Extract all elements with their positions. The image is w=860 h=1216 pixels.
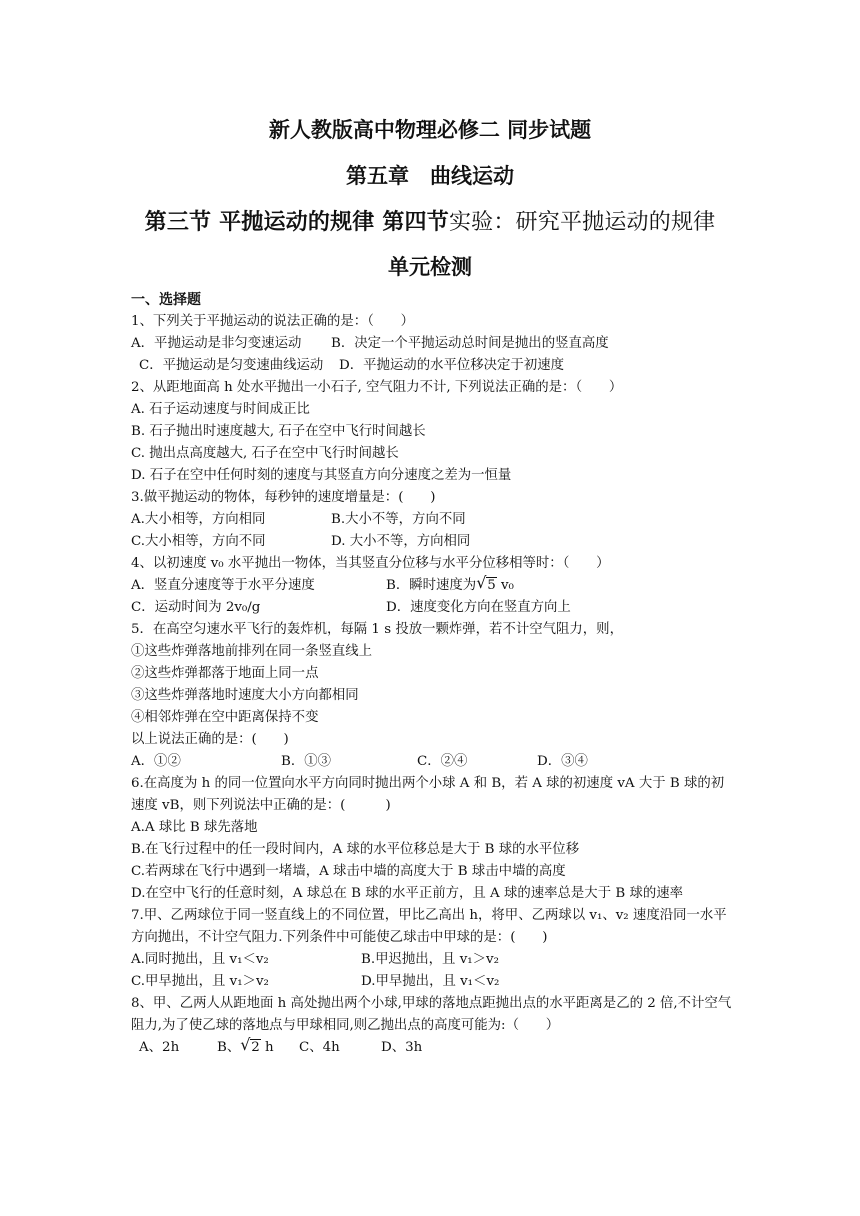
q3-options-cd xyxy=(131,531,736,553)
q2-option-d: D. 石子在空中任何时刻的速度与其竖直方向分速度之差为一恒量 xyxy=(131,468,512,483)
section-title-normal: 实验：研究平抛运动的规律 xyxy=(448,210,716,235)
q3-option-b: B.大小不等，方向不同 xyxy=(331,512,466,527)
chapter-title: 第五章 曲线运动 xyxy=(346,164,514,188)
q5-option-a: A．①② xyxy=(131,754,181,769)
q7-options-ab xyxy=(131,949,736,971)
q6-option-d: D.在空中飞行的任意时刻，A 球总在 B 球的水平正前方，且 A 球的速率总是大于 B 球的速率 xyxy=(131,886,684,901)
q1-option-c: C．平抛运动是匀变速曲线运动 xyxy=(139,358,324,373)
q4-option-d: D．速度变化方向在竖直方向上 xyxy=(386,600,571,615)
q3-options-ab xyxy=(131,509,736,531)
q5-stem: 5．在高空匀速水平飞行的轰炸机，每隔 1 s 投放一颗炸弹，若不计空气阻力，则， xyxy=(131,622,623,637)
q3-option-c: C.大小相等，方向不同 xyxy=(131,534,266,549)
q7-option-b: B.甲迟抛出，且 v₁＞v₂ xyxy=(361,952,499,967)
q1-options-cd xyxy=(131,355,736,377)
q3-stem: 3.做平抛运动的物体，每秒钟的速度增量是：( ) xyxy=(131,490,436,505)
q4-option-c: C．运动时间为 2v₀/g xyxy=(131,600,261,615)
q5-statement-1: ①这些炸弹落地前排列在同一条竖直线上 xyxy=(131,644,373,659)
q1-stem: 1、下列关于平抛运动的说法正确的是：（ ） xyxy=(131,314,415,329)
q4-options-ab xyxy=(131,575,736,597)
q2-option-c: C. 抛出点高度越大, 石子在空中飞行时间越长 xyxy=(131,446,399,461)
q8-option-b: B、 √ 2 h xyxy=(217,1037,299,1059)
q5-statement-4: ④相邻炸弹在空中距离保持不变 xyxy=(131,710,319,725)
q1-option-b: B．决定一个平抛运动总时间是抛出的竖直高度 xyxy=(331,336,609,351)
q5-statement-3: ③这些炸弹落地时速度大小方向都相同 xyxy=(131,688,359,703)
q5-ask: 以上说法正确的是：( ) xyxy=(131,732,289,747)
q7-option-a: A.同时抛出，且 v₁＜v₂ xyxy=(131,952,269,967)
q1-options-ab xyxy=(131,333,736,355)
q7-option-d: D.甲早抛出，且 v₁＜v₂ xyxy=(361,974,500,989)
q7-option-c: C.甲早抛出，且 v₁＞v₂ xyxy=(131,974,269,989)
q4-option-b: B．瞬时速度为 √ 5 v₀ xyxy=(386,578,514,593)
document-title: 新人教版高中物理必修二 同步试题 xyxy=(268,118,592,142)
q6-stem: 6.在高度为 h 的同一位置向水平方向同时抛出两个小球 A 和 B，若 A 球的初速度 vA 大于 B 球的初速度 vB，则下列说法中正确的是：( ) xyxy=(131,776,725,813)
section-heading: 一、选择题 xyxy=(131,292,201,308)
q4-options-cd xyxy=(131,597,736,619)
q5-options xyxy=(131,751,736,773)
q5-option-c: C．②④ xyxy=(417,754,468,769)
q8-options xyxy=(131,1037,736,1059)
q4-stem: 4、以初速度 v₀ 水平抛出一物体，当其竖直分位移与水平分位移相等时：（ ） xyxy=(131,556,610,571)
sqrt-symbol: √ 5 xyxy=(476,573,496,593)
section-title xyxy=(0,205,860,236)
q2-option-b: B. 石子抛出时速度越大, 石子在空中飞行时间越长 xyxy=(131,424,426,439)
sqrt-symbol: √ 2 xyxy=(240,1035,260,1055)
q1-option-a: A．平抛运动是非匀变速运动 xyxy=(131,336,302,351)
q6-option-b: B.在飞行过程中的任一段时间内，A 球的水平位移总是大于 B 球的水平位移 xyxy=(131,842,580,857)
unit-test-title: 单元检测 xyxy=(388,255,472,279)
q6-option-c: C.若两球在飞行中遇到一堵墙，A 球击中墙的高度大于 B 球击中墙的高度 xyxy=(131,864,566,879)
q5-option-d: D．③④ xyxy=(537,754,588,769)
q2-option-a: A. 石子运动速度与时间成正比 xyxy=(131,402,310,417)
q8-stem: 8、甲、乙两人从距地面 h 高处抛出两个小球,甲球的落地点距抛出点的水平距离是乙的 2 倍,不计空气阻力,为了使乙球的落地点与甲球相同,则乙抛出点的高度可能为:（ ） xyxy=(131,996,732,1033)
q1-option-d: D．平抛运动的水平位移决定于初速度 xyxy=(339,358,564,373)
q6-option-a: A.A 球比 B 球先落地 xyxy=(131,820,258,835)
q3-option-d: D. 大小不等，方向相同 xyxy=(331,534,471,549)
q7-options-cd xyxy=(131,971,736,993)
q5-statement-2: ②这些炸弹都落于地面上同一点 xyxy=(131,666,319,681)
section-title-bold: 第三节 平抛运动的规律 第四节 xyxy=(144,210,449,235)
q8-option-c: C、4h xyxy=(299,1040,340,1055)
q8-option-d: D、3h xyxy=(381,1040,423,1055)
q4-option-a: A．竖直分速度等于水平分速度 xyxy=(131,578,315,593)
q7-stem: 7.甲、乙两球位于同一竖直线上的不同位置，甲比乙高出 h，将甲、乙两球以 v₁、v₂ 速度沿同一水平方向抛出，不计空气阻力.下列条件中可能使乙球击中甲球的是：( ) xyxy=(131,908,727,945)
question-list xyxy=(131,289,736,1059)
q3-option-a: A.大小相等，方向相同 xyxy=(131,512,266,527)
q2-stem: 2、从距地面高 h 处水平抛出一小石子, 空气阻力不计, 下列说法正确的是：（ ） xyxy=(131,380,623,395)
q5-option-b: B．①③ xyxy=(281,754,332,769)
q8-option-a: A、2h xyxy=(139,1040,180,1055)
